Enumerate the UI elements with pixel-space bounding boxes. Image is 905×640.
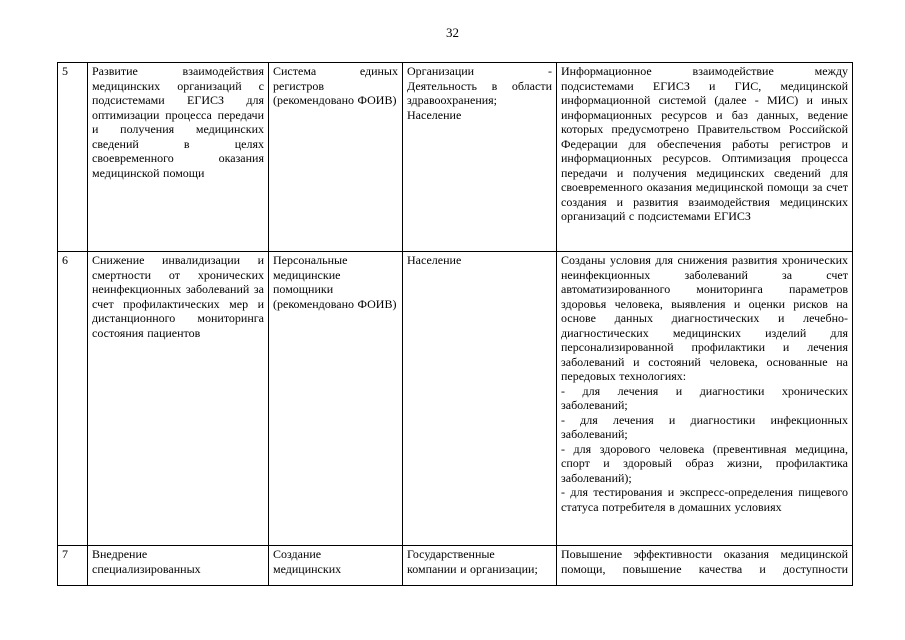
direction-cell: Развитие взаимодействия медицинских организаций с подсистемами ЕГИСЗ для оптимизации процесса передачи и получения медицинских сведений в целях своевременного оказания медицинской помощи [88,63,269,252]
solution-cell: Персональные медицинские помощники (рекомендовано ФОИВ) [269,252,403,546]
row-number-cell: 7 [58,546,88,586]
solution-cell: Система единых регистров (рекомендовано ФОИВ) [269,63,403,252]
row-number-cell: 5 [58,63,88,252]
audience-cell: Государственные компании и организации; [403,546,557,586]
solution-cell: Создание медицинских [269,546,403,586]
effect-cell: Созданы условия для снижения развития хронических неинфекционных заболеваний за счет автоматизированного мониторинга параметров здоровья человека, выявления и оценки рисков на основе данных диагностических и лечебно-диагностических медицинских изделий для персонализированной профилактики и лечения заболеваний и состояний человека, основанные на передовых технологиях: - для лечения и диагностики хронических заболеваний; - для лечения и диагностики инфекционных заболеваний; - для здорового человека (превентивная медицина, спорт и здоровый образ жизни, профилактика заболеваний); - для тестирования и экспресс-определения пищевого статуса потребителя в домашних условиях [557,252,853,546]
effect-cell: Повышение эффективности оказания медицинской помощи, повышение качества и доступности [557,546,853,586]
table-row [58,546,853,586]
direction-cell: Снижение инвалидизации и смертности от хронических неинфекционных заболеваний за счет профилактических мер и дистанционного мониторинга состояния пациентов [88,252,269,546]
document-table [57,62,853,586]
row-number-cell: 6 [58,252,88,546]
audience-cell: Население [403,252,557,546]
audience-cell: Организации - Деятельность в области здравоохранения; Население [403,63,557,252]
table-row [58,63,853,252]
direction-cell: Внедрение специализированных [88,546,269,586]
page-number: 32 [446,25,459,40]
effect-cell: Информационное взаимодействие между подсистемами ЕГИСЗ и ГИС, медицинской информационной системой (далее - МИС) и иных информационных ресурсов и баз данных, ведение которых предусмотрено Правительством Российской Федерации для обеспечения работы регистров и информационных ресурсов. Оптимизация процесса передачи и получения медицинских сведений для своевременного оказания медицинской помощи за счет создания и развития взаимодействия медицинских организаций с подсистемами ЕГИСЗ [557,63,853,252]
table-row [58,252,853,546]
